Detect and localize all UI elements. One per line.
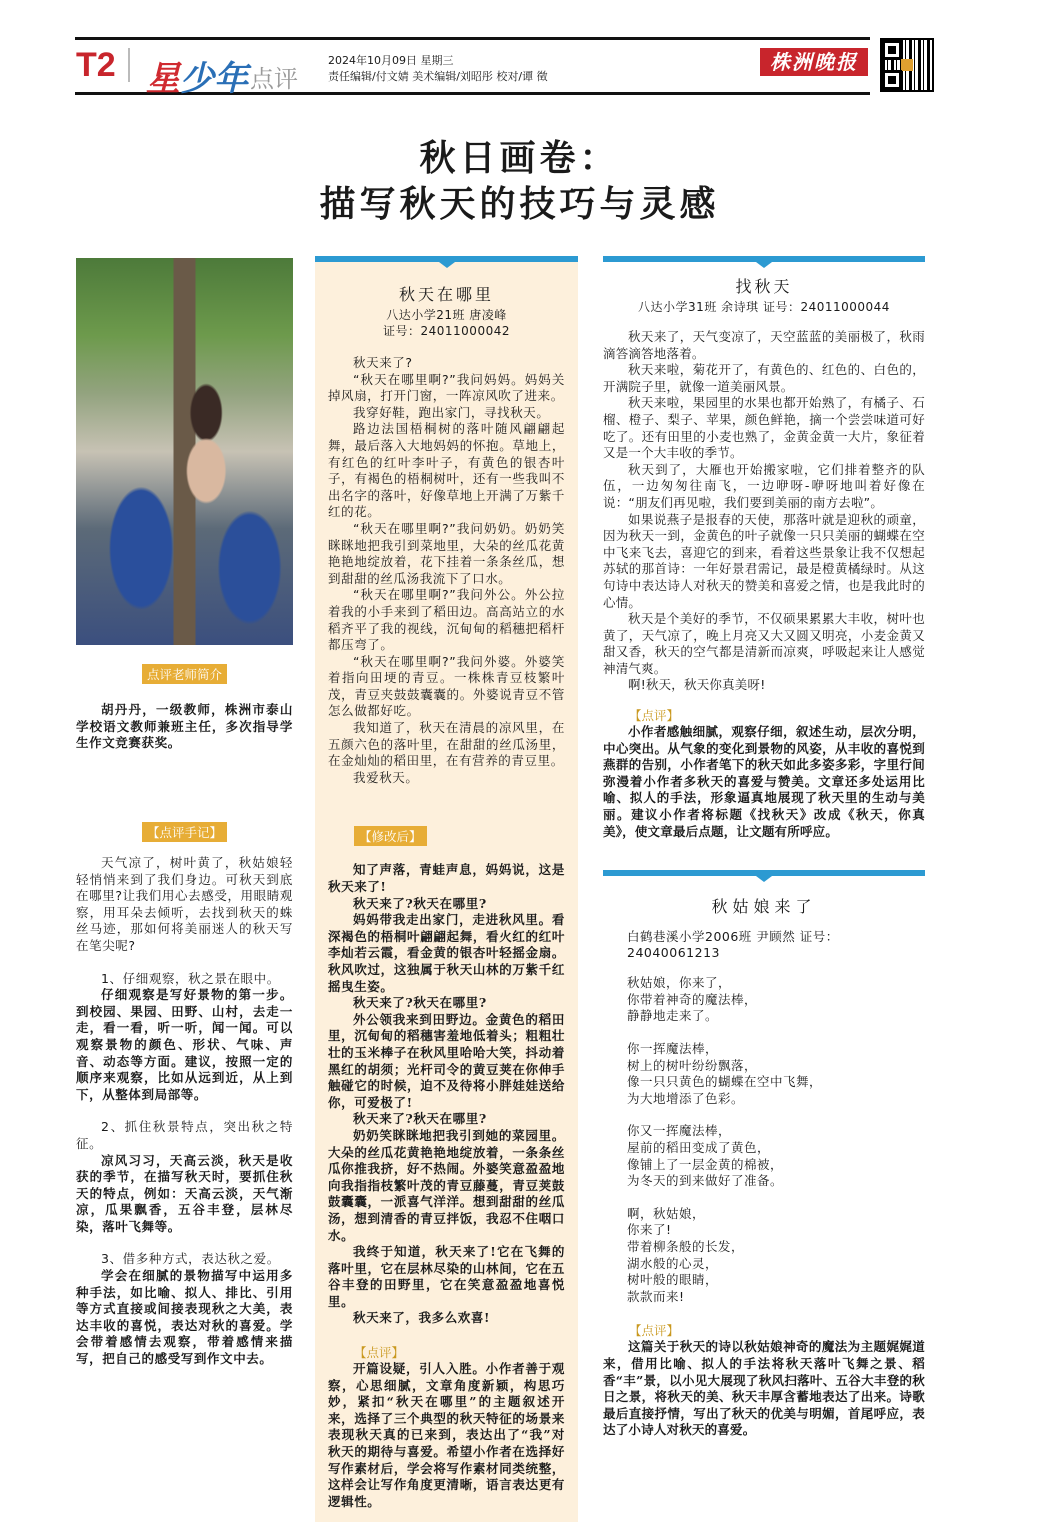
poem-line: 带着柳条般的长发，	[627, 1238, 745, 1254]
article-cert-number: 证号：24011000042	[383, 324, 510, 338]
review-notes	[76, 855, 293, 1368]
teacher-bio	[76, 702, 293, 752]
review-notes-paragraph: 仔细观察是写好景物的第一步。到校园、果园、田野、山村，去走一走，看一看，听一听，闻一闻。可以观察景物的颜色、形状、气味、声音、动态等方面。建议，按照一定的顺序来观察，比如从远到近，从上到下，从整体到局部等。	[76, 987, 293, 1102]
newspaper-logo: 株洲晚报	[760, 48, 868, 76]
section-logo-part: 少年	[180, 61, 248, 98]
page-title-line-1: 秋日画卷：	[419, 137, 620, 179]
section-logo-part: 点评	[250, 65, 298, 93]
article-author: 八达小学21班 唐凌峰	[386, 308, 507, 322]
poem-line: 款款而来!	[627, 1288, 685, 1304]
review-notes-paragraph: 3、借多种方式，表达秋之爱。	[101, 1251, 280, 1267]
right-column	[603, 256, 925, 1439]
paragraph-gap	[76, 955, 293, 971]
article-body	[328, 355, 565, 786]
poem-line: 你带着神奇的魔法棒，	[627, 991, 758, 1007]
header-separator	[128, 48, 130, 82]
article-paragraph: 秋天来了，天气变凉了，天空蓝蓝的美丽极了，秋雨滴答滴答地落着。	[603, 329, 925, 361]
revised-label: 【修改后】	[354, 826, 427, 846]
page-title-line-2: 描写秋天的技巧与灵感	[319, 183, 720, 225]
column-header-bar	[315, 256, 578, 262]
poem-line: 静静地走来了。	[627, 1008, 719, 1024]
review-notes-paragraph: 天气凉了，树叶黄了，秋姑娘轻轻悄悄来到了我们身边。可秋天到底在哪里?让我们用心去感受，用眼睛观察，用耳朵去倾听，去找到秋天的蛛丝马迹，那如何将美丽迷人的秋天写在笔尖呢?	[76, 855, 293, 953]
poem-line: 为大地增添了色彩。	[627, 1090, 745, 1106]
article-paragraph: 我终于知道，秋天来了!它在飞舞的落叶里，它在层林尽染的山林间，它在五谷丰登的田野里，它在笑意盈盈地喜悦里。	[328, 1244, 565, 1309]
article-paragraph: “秋天在哪里啊?”我问外公。外公拉着我的小手来到了稻田边。高高站立的水稻齐平了我的视线，沉甸甸的稻穗把稻杆都压弯了。	[328, 587, 565, 653]
poem-line: 你又一挥魔法棒，	[627, 1123, 732, 1139]
poem-line: 树叶般的眼睛，	[627, 1272, 719, 1288]
article-title: 找秋天	[735, 277, 793, 296]
article-paragraph: 奶奶笑眯眯地把我引到她的菜园里。大朵的丝瓜花黄艳艳地绽放着，一条条丝瓜你推我挤，好不热闹。外婆笑意盈盈地向我指指枝繁叶茂的青豆藤蔓，青豆荚鼓鼓囊囊，一派喜气洋洋。想到甜甜的丝瓜汤，想到清香的青豆拌饭，我忍不住咽口水。	[328, 1127, 565, 1243]
poem-stanza	[627, 1041, 925, 1107]
column-header-bar	[603, 256, 925, 262]
article-paragraph: 我爱秋天。	[353, 769, 419, 785]
article-paragraph: 秋天来了?	[353, 355, 413, 370]
poem-line: 啊，秋姑娘，	[627, 1205, 706, 1221]
article-paragraph: 啊!秋天，秋天你真美呀!	[628, 677, 766, 693]
review-notes-paragraph: 1、仔细观察，秋之景在眼中。	[101, 970, 280, 986]
article-title: 秋天在哪里	[398, 285, 494, 304]
article-paragraph: 我知道了，秋天在清晨的凉风里，在五颜六色的落叶里，在甜甜的丝瓜汤里，在金灿灿的稻田里，在有营养的青豆里。	[328, 720, 565, 769]
poem-line: 你一挥魔法棒，	[627, 1041, 719, 1056]
editor-credits: 责任编辑/付文婧 美术编辑/刘昭彤 校对/谭 徵	[328, 70, 548, 83]
page-number: T2	[76, 46, 116, 84]
review-text: 开篇设疑，引人入胜。小作者善于观察，心思细腻，文章角度新颖，构思巧妙，紧扣“秋天在哪里”的主题叙述开来，选择了三个典型的秋天特征的场景来表现秋天真的已来到，表达出了“我”对秋天的期待与喜爱。希望小作者在选择好写作素材后，学会将写作素材同类统整，这样会让写作角度更清晰，语言表达更有逻辑性。	[328, 1361, 565, 1509]
poem-stanza	[627, 1206, 925, 1306]
issue-date: 2024年10月09日 星期三	[328, 54, 454, 67]
article-paragraph: 外公领我来到田野边。金黄色的稻田里，沉甸甸的稻穗害羞地低着头；粗粗壮壮的玉米棒子在秋风里哈哈大笑，抖动着黑红的胡须；光杆司令的黄豆荚在你伸手触碰它的时候，迫不及待将小胖娃娃送给你，可爱极了!	[328, 1011, 565, 1110]
review-label: 【点评】	[629, 1323, 680, 1339]
poem-line: 屋前的稻田变成了黄色，	[627, 1139, 771, 1155]
article-autumn-where	[315, 256, 578, 1522]
paragraph-gap	[76, 1103, 293, 1119]
review-body	[603, 1339, 925, 1439]
article-author: 白鹤巷溪小学2006班 尹顾然 证号：24040061213	[627, 929, 839, 961]
poem-line: 像一只只黄色的蝴蝶在空中飞舞，	[627, 1074, 823, 1090]
review-body	[603, 724, 925, 840]
review-notes-label: 【点评手记】	[142, 822, 227, 842]
review-label: 【点评】	[354, 1345, 405, 1361]
article-paragraph: 路边法国梧桐树的落叶随风翩翩起舞，最后落入大地妈妈的怀抱。草地上，有红色的红叶李叶子，有黄色的银杏叶子，有褐色的梧桐树叶，还有一些我叫不出名字的落叶，好像草地上开满了万紫千红的花。	[328, 421, 565, 520]
poem-line: 秋姑娘，你来了，	[627, 975, 732, 991]
revised-body	[328, 862, 565, 1327]
article-paragraph: 秋天来了，我多么欢喜!	[353, 1310, 491, 1326]
article-paragraph: “秋天在哪里啊?”我问妈妈。妈妈关掉风扇，打开门窗，一阵凉风吹了进来。	[328, 371, 565, 404]
header-rule-top	[75, 37, 870, 40]
review-body	[328, 1361, 565, 1510]
section-logo	[146, 42, 318, 100]
qr-code-icon	[880, 38, 934, 92]
article-author: 八达小学31班 余诗琪 证号：24011000044	[638, 300, 890, 314]
teacher-with-students-photo	[76, 258, 293, 645]
article-paragraph: 如果说燕子是报春的天使，那落叶就是迎秋的顽童，因为秋天一到，金黄色的叶子就像一只只美丽的蝴蝶在空中飞来飞去，喜迎它的到来，看着这些景象让我不仅想起苏轼的那首诗：一年好景君需记，最是橙黄橘绿时。从这句诗中表达诗人对秋天的赞美和喜爱之情，也是我此时的心情。	[603, 511, 925, 610]
poem-stanza	[627, 975, 925, 1025]
poem-line: 树上的树叶纷纷飘落，	[627, 1057, 758, 1073]
article-paragraph: 秋天来了?秋天在哪里?	[353, 895, 487, 911]
article-paragraph: 知了声落，青蛙声息，妈妈说，这是秋天来了!	[328, 862, 565, 895]
review-notes-paragraph: 学会在细腻的景物描写中运用多种手法，如比喻、拟人、排比、引用等方式直接或间接表现秋之大美，表达丰收的喜悦，表达对秋的喜爱。学会带着感情去观察，带着感情来描写，把自己的感受写到作文中去。	[76, 1268, 293, 1367]
revised-header	[354, 826, 565, 846]
review-label: 【点评】	[629, 708, 680, 724]
review-text: 小作者感触细腻，观察仔细，叙述生动，层次分明，中心突出。从气象的变化到景物的风姿，从丰收的喜悦到燕群的告别，小作者笔下的秋天如此多姿多彩，字里行间弥漫着小作者多秋天的喜爱与赞美。文章还多处运用比喻、拟人的手法，形象逼真地展现了秋天里的生动与美丽。建议小作者将标题《找秋天》改成《秋天，你真美》，使文章最后点题，让文题有所呼应。	[603, 724, 925, 839]
review-text: 这篇关于秋天的诗以秋姑娘神奇的魔法为主题娓娓道来，借用比喻、拟人的手法将秋天落叶飞舞之景、稻香“丰”景，以小见大展现了秋风扫落叶、五谷大丰登的秋日之景，将秋天的美、秋天丰厚含蓄地表达了出来。诗歌最后直接抒情，写出了秋天的优美与明媚，首尾呼应，表达了小诗人对秋天的喜爱。	[603, 1339, 925, 1438]
article-paragraph: 秋天到了，大雁也开始搬家啦，它们排着整齐的队伍，一边匆匆往南飞，一边咿呀-咿呀地叫着好像在说：“朋友们再见啦，我们要到美丽的南方去啦”。	[603, 461, 925, 510]
poem-line: 像铺上了一层金黄的棉被，	[627, 1156, 784, 1172]
article-paragraph: 妈妈带我走出家门，走进秋风里。看深褐色的梧桐叶翩翩起舞，看火红的红叶李灿若云霞，看金黄的银杏叶轻摇金扇。秋风吹过，这独属于秋天山林的万紫千红摇曳生姿。	[328, 912, 565, 994]
column-header-bar	[603, 870, 925, 876]
poem-body	[603, 975, 925, 1305]
article-title: 秋姑娘来了	[711, 897, 817, 917]
article-autumn-girl	[603, 894, 925, 1439]
article-paragraph: 我穿好鞋，跑出家门，寻找秋天。	[353, 404, 550, 420]
teacher-intro-section	[76, 664, 293, 684]
article-paragraph: 秋天来了?秋天在哪里?	[353, 1111, 487, 1127]
article-paragraph: 秋天是个美好的季节，不仅硕果累累大丰收，树叶也黄了，天气凉了，晚上月亮又大又圆又明亮，小麦金黄又甜又香，秋天的空气都是清新而凉爽，呼吸起来让人感觉神清气爽。	[603, 611, 925, 676]
review-notes-header	[76, 822, 293, 842]
review-notes-paragraph: 凉风习习，天高云淡，秋天是收获的季节，在描写秋天时，要抓住秋天的特点，例如：天高云淡，天气渐凉，瓜果飘香，五谷丰登，层林尽染，落叶飞舞等。	[76, 1152, 293, 1234]
article-find-autumn	[603, 274, 925, 840]
article-body	[603, 329, 925, 694]
paragraph-gap	[76, 1235, 293, 1251]
poem-line: 你来了!	[627, 1222, 672, 1238]
poem-line: 湖水般的心灵，	[627, 1255, 719, 1271]
article-paragraph: 秋天来啦，果园里的水果也都开始熟了，有橘子、石榴、橙子、梨子、苹果，颜色鲜艳，摘一个尝尝味道可好吃了。还有田里的小麦也熟了，金黄金黄一大片，象征着又是一个大丰收的季节。	[603, 395, 925, 461]
article-paragraph: 秋天来了?秋天在哪里?	[353, 995, 487, 1011]
poem-stanza	[627, 1123, 925, 1189]
review-notes-paragraph: 2、抓住秋景特点，突出秋之特征。	[76, 1119, 293, 1151]
article-paragraph: “秋天在哪里啊?”我问外婆。外婆笑着指向田埂的青豆。一株株青豆枝繁叶茂，青豆夹鼓鼓囊囊的。外婆说青豆不管怎么做都好吃。	[328, 653, 565, 719]
teacher-intro-label: 点评老师简介	[142, 664, 227, 684]
poem-line: 为冬天的到来做好了准备。	[627, 1173, 784, 1189]
article-paragraph: “秋天在哪里啊?”我问奶奶。奶奶笑眯眯地把我引到菜地里，大朵的丝瓜花黄艳艳地绽放着，花下挂着一条条丝瓜，想到甜甜的丝瓜汤我流下了口水。	[328, 520, 565, 586]
article-paragraph: 秋天来啦，菊花开了，有黄色的、红色的、白色的，开满院子里，就像一道美丽风景。	[603, 362, 925, 394]
section-logo-part: 星	[146, 61, 180, 98]
teacher-bio-text: 胡丹丹，一级教师，株洲市泰山学校语文教师兼班主任，多次指导学生作文竞赛获奖。	[76, 702, 293, 751]
